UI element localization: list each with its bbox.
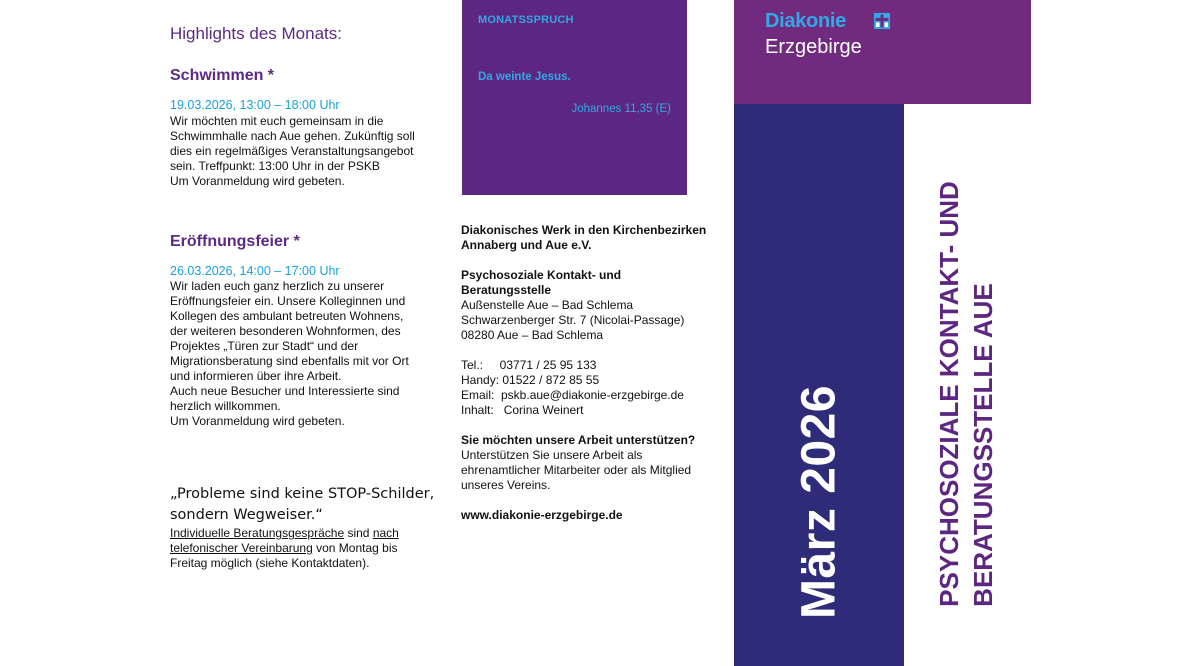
address-line: Außenstelle Aue – Bad Schlema xyxy=(461,298,634,312)
text-line: Kollegen des ambulant betreuten Wohnens, xyxy=(170,309,404,323)
contact-mobile: Handy: 01522 / 872 85 55 xyxy=(461,373,600,387)
text-line: Wir laden euch ganz herzlich zu unserer xyxy=(170,279,385,293)
text-line: Um Voranmeldung wird gebeten. xyxy=(170,174,345,188)
text-line: sein. Treffpunkt: 13:00 Uhr in der PSKB xyxy=(170,159,380,173)
unit-name: Psychosoziale Kontakt- und xyxy=(461,268,622,282)
cover-title-line: PSYCHOSOZIALE KONTAKT- UND xyxy=(934,181,964,607)
highlights-heading: Highlights des Monats: xyxy=(170,24,342,43)
monthly-verse-text: Da weinte Jesus. xyxy=(478,71,571,83)
unit-name: Beratungsstelle xyxy=(461,283,552,297)
address-line: Schwarzenberger Str. 7 (Nicolai-Passage) xyxy=(461,313,685,327)
text-line: und informieren über ihre Arbeit. xyxy=(170,369,342,383)
text-line: Projektes „Türen zur Stadt“ und der xyxy=(170,339,359,353)
consultation-link: Individuelle Beratungsgespräche xyxy=(170,526,345,540)
event-title-swimming: Schwimmen * xyxy=(170,67,275,84)
consultation-note xyxy=(170,526,399,571)
text-line: Schwimmhalle nach Aue gehen. Zukünftig soll xyxy=(170,129,415,143)
consultation-line xyxy=(170,541,399,556)
text-line: Auch neue Besucher und Interessierte sind xyxy=(170,384,400,398)
support-line: unseres Vereins. xyxy=(461,478,551,492)
text-line: Migrationsberatung sind ebenfalls mit vor Ort xyxy=(170,354,409,368)
appointment-link: telefonischer Vereinbarung xyxy=(170,541,313,555)
event-description-swimming xyxy=(170,114,420,189)
quote-line: sondern Wegweiser.“ xyxy=(170,507,323,523)
org-name: Diakonisches Werk in den Kirchenbezirken xyxy=(461,223,707,237)
contact-block xyxy=(461,223,731,523)
event-date-opening: 26.03.2026, 14:00 – 17:00 Uhr xyxy=(170,264,340,278)
diakonie-cross-icon xyxy=(874,13,890,29)
brand-header xyxy=(734,0,1031,104)
date-band xyxy=(734,104,904,666)
support-line: ehrenamtlicher Mitarbeiter oder als Mitglied xyxy=(461,463,692,477)
support-line: Unterstützen Sie unsere Arbeit als xyxy=(461,448,643,462)
consultation-text: von Montag bis xyxy=(312,541,398,555)
consultation-text: sind xyxy=(344,526,373,540)
consultation-line xyxy=(170,526,399,541)
address-line: 08280 Aue – Bad Schlema xyxy=(461,328,604,342)
text-line: dies ein regelmäßiges Veranstaltungsangebot xyxy=(170,144,414,158)
contact-email[interactable]: Email: pskb.aue@diakonie-erzgebirge.de xyxy=(461,388,684,402)
monthly-verse-label: MONATSSPRUCH xyxy=(478,14,574,26)
website-link[interactable]: www.diakonie-erzgebirge.de xyxy=(461,508,623,522)
event-description-opening xyxy=(170,279,420,429)
contact-person: Inhalt: Corina Weinert xyxy=(461,403,584,417)
quote xyxy=(170,484,434,526)
cover-title-line: BERATUNGSSTELLE AUE xyxy=(968,283,998,607)
text-line: Eröffnungsfeier ein. Unsere Kolleginnen und xyxy=(170,294,406,308)
quote-line: „Probleme sind keine STOP-Schilder, xyxy=(170,486,435,502)
appointment-link: nach xyxy=(372,526,399,540)
cover-title-text xyxy=(932,181,1000,607)
logo-wordmark: Diakonie xyxy=(765,10,846,32)
cover-title xyxy=(900,104,1032,666)
org-name: Annaberg und Aue e.V. xyxy=(461,238,592,252)
contact-phone: Tel.: 03771 / 25 95 133 xyxy=(461,358,597,372)
consultation-line: Freitag möglich (siehe Kontaktdaten). xyxy=(170,556,370,570)
monthly-verse-box xyxy=(462,0,687,195)
support-heading: Sie möchten unsere Arbeit unterstützen? xyxy=(461,433,696,447)
event-date-swimming: 19.03.2026, 13:00 – 18:00 Uhr xyxy=(170,98,340,112)
logo-region: Erzgebirge xyxy=(765,36,862,58)
text-line: Wir möchten mit euch gemeinsam in die xyxy=(170,114,384,128)
monthly-verse-reference: Johannes 11,35 (E) xyxy=(571,103,671,115)
text-line: der weiteren besonderen Wohnformen, des xyxy=(170,324,401,338)
text-line: herzlich willkommen. xyxy=(170,399,281,413)
event-title-opening: Eröffnungsfeier * xyxy=(170,233,300,250)
issue-date-title: März 2026 xyxy=(792,385,846,619)
text-line: Um Voranmeldung wird gebeten. xyxy=(170,414,345,428)
